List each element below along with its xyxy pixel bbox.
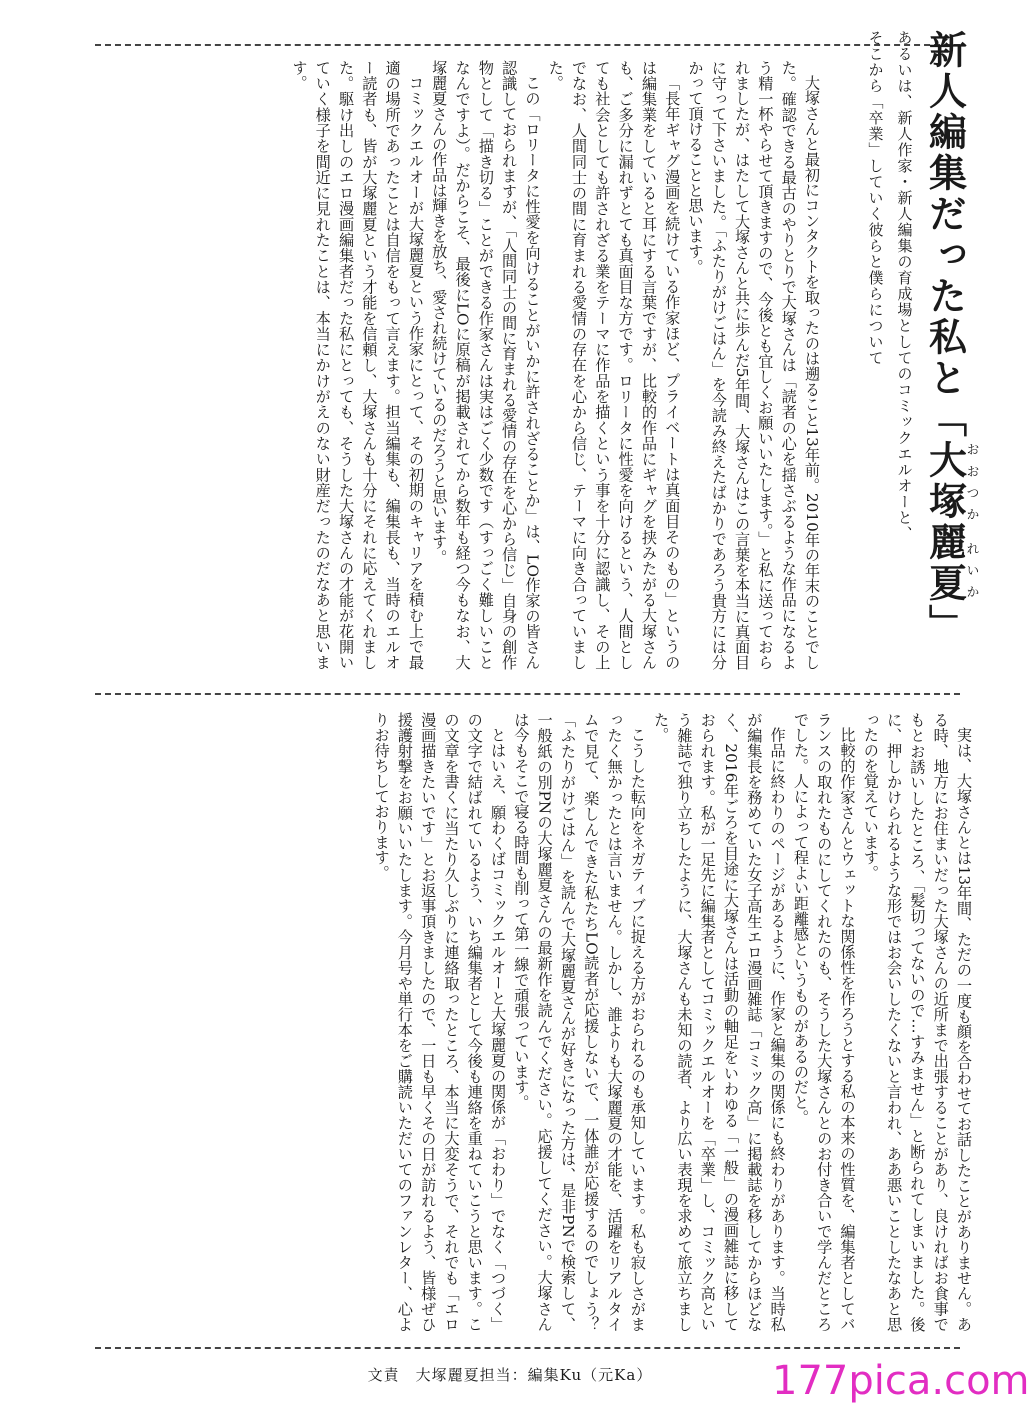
title-name bbox=[922, 440, 979, 604]
bottom-divider bbox=[95, 1347, 960, 1349]
paragraph: とはいえ、願わくばコミックエルオーと大塚麗夏の関係が「おわり」でなく「つづく」の文字で結ばれているよう、いち編集者として今後も連絡を重ねていこうと思います。この文章を書くに当たり久しぶりに連絡取ったところ、本当に大変そうで、それでも「エロ漫画描きたいです」とお返事頂きましたので、一日も早くその日が訪れるよう、皆様ぜひ援護射撃をお願いいたします。今月号や単行本をご購読いただいてのファンレター、心よりお待ちしております。 bbox=[372, 712, 508, 1332]
paragraph: この「ロリータに性愛を向けることがいかに許されざることか」は、LO作家の皆さん認識しておられますが、「人間同士の間に育まれる愛情の存在を心から信じ」自身の創作物として「描き切る」ことができる作家さんは実はごく少数です（すっごく難しいことなんですよ）。だからこそ、最後にLOに原稿が掲載されてから数年も経つ今もなお、大塚麗夏さんの作品は輝きを放ち、愛され続けているのだろうと思います。 bbox=[430, 60, 542, 670]
top-divider bbox=[95, 44, 960, 46]
title-post: 」 bbox=[922, 604, 968, 645]
paragraph: コミックエルオーが大塚麗夏という作家にとって、その初期のキャリアを積む上で最適の場所であったことは自信をもって言えます。担当編集も、編集長も、当時のエルオー読者も、皆が大塚麗夏という才能を信頼し、大塚さんも十分にそれに応えてくれました。駆け出しのエロ漫画編集者だった私にとっても、そうした大塚さんの才能が花開いていく様子を間近に見れたことは、本当にかけがえのない財産だったのだなあと思います。 bbox=[290, 60, 425, 670]
paragraph: 大塚さんと最初にコンタクトを取ったのは遡ること13年前。2010年の年末のことでした。確認できる最古のやりとりで大塚さんは「読者の心を揺さぶるような作品になるよう精一杯やらせて頂きますので、今後とも宜しくお願いいたします。」と私に送っておられましたが、はたして大塚さんと共に歩んだ5年間、大塚さんはこの言葉を本当に真面目に守って下さいました。「ふたりがけごはん」を今読み終えたばかりであろう貴方には分かって頂けることと思います。 bbox=[686, 60, 821, 670]
title-ruby: おおつか れいか bbox=[963, 440, 979, 604]
paragraph: こうした転向をネガティブに捉える方がおられるのも承知しています。私も寂しさがまったく無かったとは言いません。しかし、誰よりも大塚麗夏の才能を、活躍をリアルタイムで見て、楽しんできた私たちLO読者が応援しないで、一体誰が応援するのでしょう？「ふたりがけごはん」を読んで大塚麗夏さんが好きになった方は、是非PNで検索して、一般紙の別PNの大塚麗夏さんの最新作を読んでください。応援してください。大塚さんは今もそこで寝る時間も削って第一線で頑張っています。 bbox=[512, 712, 647, 1332]
article-body-top bbox=[95, 60, 823, 670]
title-name-text: 大塚麗夏 bbox=[922, 440, 968, 604]
paragraph: 実は、大塚さんとは13年間、ただの一度も顔を合わせてお話したことがありません。ある時、地方にお住まいだった大塚さんの近所まで出張することがあり、良ければお食事でもとお誘いしたところ、「髪切ってないので…すみません」と断られてしまいました。後に、押しかけられるような形ではお会いしたくないと言われ、ああ悪いことしたなあと思ったのを覚えています。 bbox=[861, 712, 973, 1332]
paragraph: 比較的作家さんとウェットな関係性を作ろうとする私の本来の性質を、編集者としてバランスの取れたものにしてくれたのも、そうした大塚さんとのお付き合いで学んだところでした。人によって程よい距離感というものがあるのだと。 bbox=[791, 712, 857, 1332]
title-pre: 新人編集だった私と「 bbox=[922, 30, 968, 440]
middle-divider bbox=[95, 693, 960, 695]
article-body-bottom bbox=[95, 712, 975, 1332]
article-title bbox=[919, 30, 979, 690]
site-watermark: 177pica.com bbox=[772, 1358, 1030, 1404]
author-credit: 文責 大塚麗夏担当：編集Ku（元Ka） bbox=[367, 1366, 653, 1384]
subtitle-line-2: そこから「卒業」していく彼らと僕らについて bbox=[866, 30, 885, 366]
paragraph: 作品に終わりのページがあるように、作家と編集の関係にも終わりがあります。当時私が編集長を務めていた女子高生エロ漫画雑誌「コミック高」に掲載誌を移してからほどなく、2016年ごろを目途に大塚さんは活動の軸足をいわゆる「一般」の漫画雑誌に移しておられます。私が一足先に編集者としてコミックエルオーを「卒業」し、コミック高という雑誌で独り立ちしたように、大塚さんも未知の読者、より広い表現を求めて旅立ちました。 bbox=[652, 712, 787, 1332]
article-header bbox=[868, 30, 978, 690]
subtitle-line-1: あるいは、新人作家・新人編集の育成場としてのコミックエルオーと、 bbox=[895, 30, 914, 542]
paragraph: 「長年ギャグ漫画を続けている作家ほど、プライベートは真面目そのもの」というのは編集業をしていると耳にする言葉ですが、比較的作品にギャグを挟みたがる大塚さんも、ご多分に漏れずとても真面目な方です。ロリータに性愛を向けるという、人間としても社会としても許されざる業をテーマに作品を描くという事を十分に認識し、その上でなお、人間同士の間に育まれる愛情の存在を心から信じ、テーマに向き合っていました。 bbox=[546, 60, 682, 670]
